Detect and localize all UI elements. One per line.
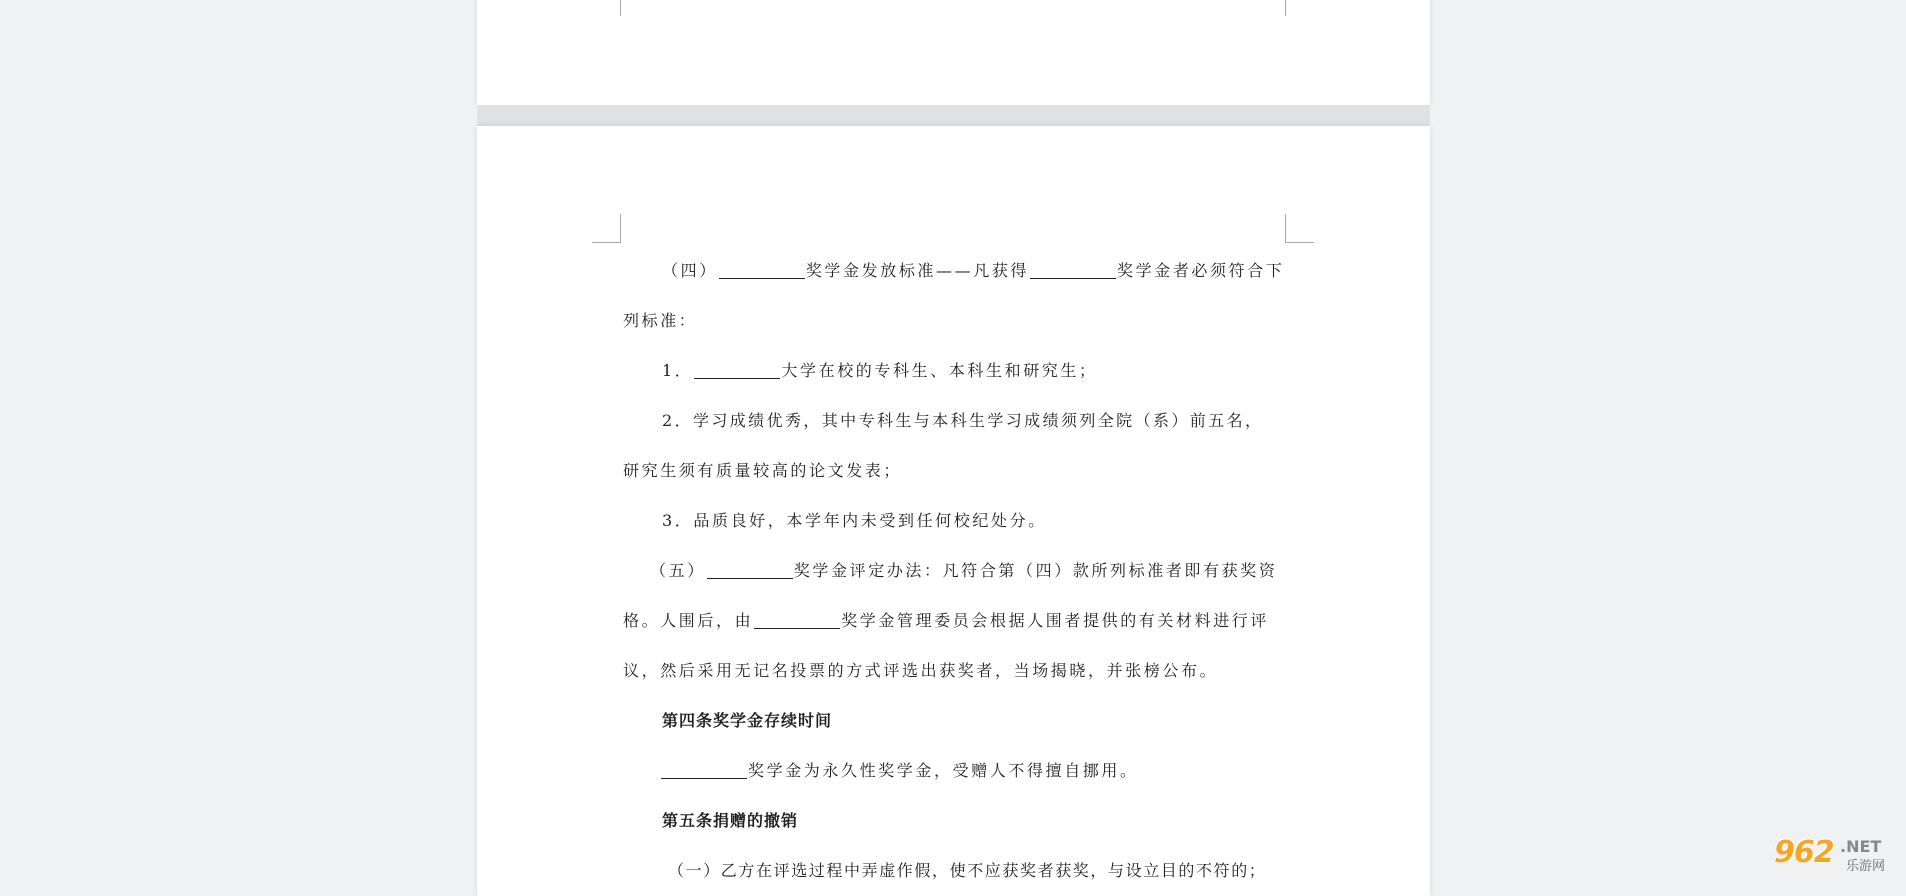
paragraph-line <box>662 258 1284 281</box>
paragraph-line <box>623 308 697 331</box>
margin-corner-top-left <box>592 214 621 243</box>
text-segment: 2．学习成绩优秀，其中专科生与本科生学习成绩须列全院（系）前五名， <box>662 411 1264 430</box>
fill-in-blank <box>661 762 747 779</box>
paragraph-line <box>668 858 1266 881</box>
paragraph-line <box>662 408 1263 431</box>
site-watermark <box>1770 835 1900 873</box>
fill-in-blank <box>719 262 805 279</box>
text-segment: 3．品质良好，本学年内未受到任何校纪处分。 <box>662 511 1047 530</box>
text-segment: （四） <box>662 261 718 280</box>
text-segment: 第四条奖学金存续时间 <box>662 711 833 730</box>
text-segment: 议，然后采用无记名投票的方式评选出获奖者，当场揭晓，并张榜公布。 <box>623 661 1219 680</box>
section-heading <box>662 708 832 731</box>
paragraph-line <box>623 608 1269 631</box>
text-segment: 1． <box>662 361 694 380</box>
text-segment: 研究生须有质量较高的论文发表； <box>623 461 903 480</box>
text-segment: 奖学金评定办法：凡符合第（四）款所列标准者即有获奖资 <box>793 561 1278 580</box>
paragraph-line <box>623 658 1218 681</box>
paragraph-line <box>662 358 1098 381</box>
paragraph-line <box>623 458 902 481</box>
margin-corner-bottom-left <box>592 0 621 16</box>
text-segment: 奖学金发放标准——凡获得 <box>805 261 1030 280</box>
text-segment: 大学在校的专科生、本科生和研究生； <box>781 361 1098 380</box>
previous-page <box>477 0 1430 105</box>
watermark-suffix: .NET <box>1840 837 1882 856</box>
text-segment: 奖学金管理委员会根据人围者提供的有关材料进行评 <box>841 611 1270 630</box>
watermark-site-name: 乐游网 <box>1846 859 1886 874</box>
text-segment: 奖学金者必须符合下 <box>1117 261 1285 280</box>
paragraph-line <box>650 558 1277 581</box>
fill-in-blank <box>754 612 840 629</box>
section-heading <box>662 808 798 831</box>
margin-corner-top-right <box>1285 214 1314 243</box>
fill-in-blank <box>707 562 793 579</box>
fill-in-blank <box>1030 262 1116 279</box>
paragraph-line <box>662 508 1047 531</box>
fill-in-blank <box>694 362 780 379</box>
margin-corner-bottom-right <box>1285 0 1314 16</box>
text-segment: 第五条捐赠的撤销 <box>662 811 799 830</box>
text-segment: 奖学金为永久性奖学金，受赠人不得擅自挪用。 <box>748 761 1139 780</box>
text-segment: （五） <box>650 561 706 580</box>
page-divider <box>477 105 1430 126</box>
text-segment: 格。人围后，由 <box>623 611 754 630</box>
text-segment: （一）乙方在评选过程中弄虚作假，使不应获奖者获奖，与设立目的不符的； <box>668 861 1267 880</box>
text-segment: 列标准： <box>623 311 698 330</box>
watermark-number: 962 <box>1774 835 1834 870</box>
paragraph-line <box>660 758 1139 781</box>
